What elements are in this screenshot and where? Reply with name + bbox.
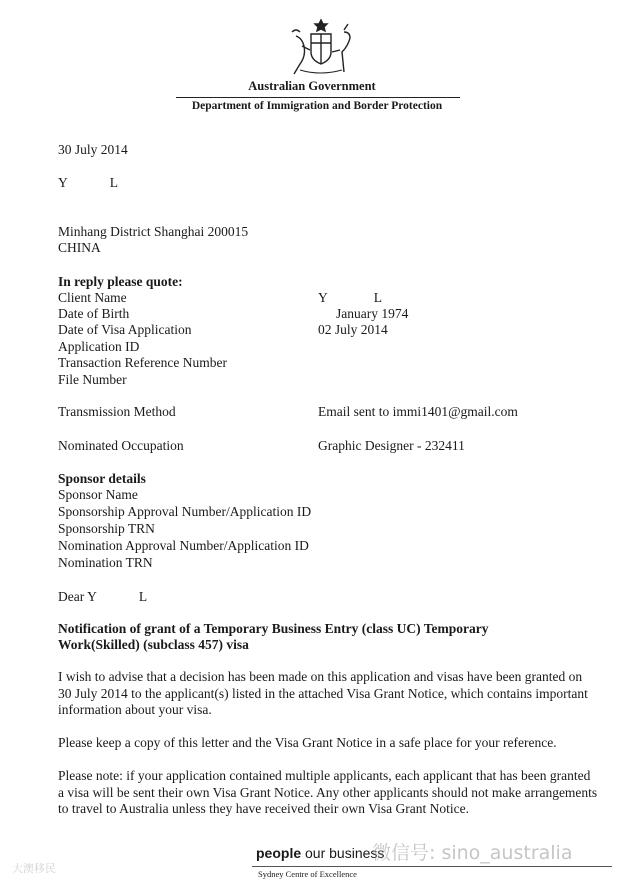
subject-line-1: Notification of grant of a Temporary Business Entry (class UC) Temporary (58, 621, 489, 636)
dob-value: January 1974 (336, 306, 409, 321)
client-name-label: Client Name (58, 290, 127, 305)
dob-label: Date of Birth (58, 306, 130, 321)
department-title: Department of Immigration and Border Protection (191, 100, 443, 112)
sponsor-name-label: Sponsor Name (58, 487, 138, 502)
paragraph-note: Please note: if your application contained multiple applicants, each applicant that has been granted a visa will be sent their own Visa Grant Notice. Any other applicants should not make arrangements to travel to Australia unless they have received their own Visa Grant Notice. (58, 768, 598, 816)
visa-app-date-value: 02 July 2014 (318, 322, 388, 337)
sponsor-heading: Sponsor details (58, 471, 146, 486)
client-first-initial: Y (318, 290, 328, 305)
paragraph-decision: I wish to advise that a decision has been made on this application and visas have been granted on 30 July 2014 to the applicant(s) listed in the attached Visa Grant Notice, which contains important information about your visa. (58, 669, 588, 717)
salutation-last-initial: L (138, 589, 148, 604)
subject-line-2: Work(Skilled) (subclass 457) visa (58, 637, 249, 652)
address-line-1: Minhang District Shanghai 200015 (58, 224, 249, 239)
footer-divider (252, 866, 612, 867)
salutation-text: Dear Y (58, 589, 97, 604)
header-divider (176, 97, 460, 98)
recipient-initial: Y (58, 175, 68, 190)
footer-people: people (256, 845, 302, 861)
application-id-label: Application ID (58, 339, 140, 354)
transmission-label: Transmission Method (58, 404, 176, 419)
nomination-approval-label: Nomination Approval Number/Application ID (58, 538, 309, 553)
file-number-label: File Number (58, 372, 127, 387)
wechat-watermark: 微信号: sino_australia (372, 842, 573, 864)
paragraph-keep-copy: Please keep a copy of this letter and the Visa Grant Notice in a safe place for your reference. (58, 735, 557, 750)
nomination-trn-label: Nomination TRN (58, 555, 153, 570)
salutation (58, 589, 147, 605)
occupation-label: Nominated Occupation (58, 438, 184, 453)
sponsor-approval-label: Sponsorship Approval Number/Application ID (58, 504, 312, 519)
address-line-2: CHINA (58, 240, 101, 255)
coat-of-arms-icon (282, 16, 360, 78)
sponsor-trn-label: Sponsorship TRN (58, 521, 155, 536)
footer-centre: Sydney Centre of Excellence (258, 869, 357, 879)
transaction-ref-label: Transaction Reference Number (58, 355, 227, 370)
recipient-surname-initial: L (109, 175, 118, 190)
visa-app-date-label: Date of Visa Application (58, 322, 192, 337)
government-title: Australian Government (248, 79, 376, 93)
recipient-name (58, 175, 118, 191)
client-last-initial: L (373, 290, 382, 305)
footer-our-business: our business (305, 845, 385, 861)
left-watermark: 大澳移民 (12, 862, 56, 875)
occupation-value: Graphic Designer - 232411 (318, 438, 465, 453)
footer-slogan (256, 845, 384, 861)
letter-date: 30 July 2014 (58, 142, 128, 157)
client-name-value (318, 290, 382, 306)
transmission-value: Email sent to immi1401@gmail.com (318, 404, 518, 419)
reply-heading: In reply please quote: (58, 274, 183, 289)
